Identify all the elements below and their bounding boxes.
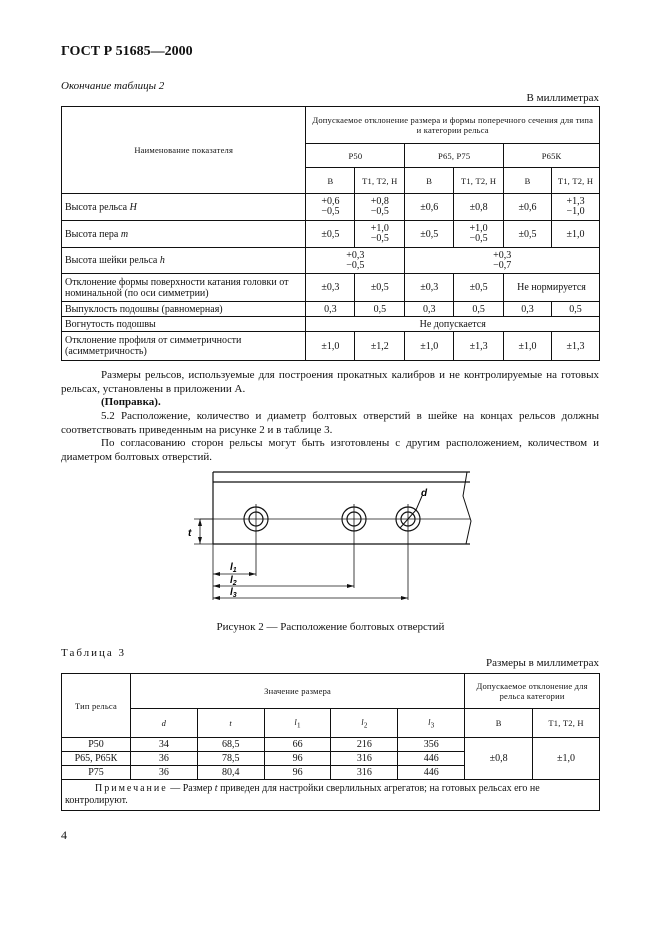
label-l1: $l_1$ bbox=[230, 562, 237, 574]
table3-title: Таблица 3 bbox=[61, 647, 127, 659]
paragraph-correction: (Поправка). bbox=[101, 396, 161, 408]
row-name: Высота шейки рельса h bbox=[62, 248, 306, 274]
paragraph: Размеры рельсов, используемые для построения прокатных калибров и не контролируемые на готовых рельсах, установлены в приложении А. bbox=[61, 369, 599, 395]
bolt-holes-figure bbox=[180, 466, 480, 606]
table-row: Р75 36 80,4 96 316 446 bbox=[62, 766, 600, 780]
type-header: Р65, Р75 bbox=[405, 144, 504, 168]
cat-header: Т1, Т2, Н bbox=[355, 168, 405, 194]
table3-units: Размеры в миллиметрах bbox=[486, 657, 599, 669]
page-number: 4 bbox=[61, 828, 67, 842]
table-row: Р50 34 68,5 66 216 356 ±0,8 ±1,0 bbox=[62, 738, 600, 752]
row-name: Высота пера m bbox=[62, 221, 306, 248]
cat-header: В bbox=[306, 168, 355, 194]
table-continuation-label: Окончание таблицы 2 bbox=[61, 80, 165, 92]
label-d: d bbox=[421, 488, 428, 499]
row-name: Вогнутость подошвы bbox=[62, 317, 306, 332]
table-row: Высота шейки рельса h +0,3 −0,5 +0,3 −0,7 bbox=[62, 248, 600, 274]
cat-header: Т1, Т2, Н bbox=[552, 168, 600, 194]
table-row: Отклонение профиля от симметричности (асимметричность) ±1,0 ±1,2 ±1,0 ±1,3 ±1,0 ±1,3 bbox=[62, 332, 600, 361]
figure-caption: Рисунок 2 — Расположение болтовых отверстий bbox=[216, 621, 445, 633]
table2-units: В миллиметрах bbox=[526, 92, 599, 104]
col-header-name: Наименование показателя bbox=[62, 107, 306, 194]
col-header-tolerance: Допускаемое отклонение для рельса категории bbox=[465, 674, 600, 709]
row-name: Отклонение формы поверхности катания головки от номинальной (по оси симметрии) bbox=[62, 274, 306, 302]
type-header: Р50 bbox=[306, 144, 405, 168]
row-name: Отклонение профиля от симметричности (асимметричность) bbox=[62, 332, 306, 361]
col-header-type: Тип рельса bbox=[62, 674, 131, 738]
row-name: Выпуклость подошвы (равномерная) bbox=[62, 302, 306, 317]
type-header: Р65К bbox=[504, 144, 600, 168]
label-t: t bbox=[188, 528, 192, 539]
paragraph: 5.2 Расположение, количество и диаметр болтовых отверстий в шейке на концах рельсов должны соответствовать приведенным на рисунке 2 и в таблице 3. bbox=[61, 410, 599, 436]
paragraph: По согласованию сторон рельсы могут быть изготовлены с другим расположением, количеством и диаметром болтовых отверстий. bbox=[61, 437, 599, 463]
row-name: Высота рельса H bbox=[62, 194, 306, 221]
table-row: Выпуклость подошвы (равномерная) 0,3 0,5 0,3 0,5 0,3 0,5 bbox=[62, 302, 600, 317]
table-row: Р65, Р65К 36 78,5 96 316 446 bbox=[62, 752, 600, 766]
table-3: Тип рельса Значение размера Допускаемое отклонение для рельса категории d t $l_1$ $l_2$ $l_3$ В Т1, Т2, Н Р50 34 68,5 66 216 356 ±0,8 ±1,0 Р65, Р65К 36 78,5 96 316 446 Р75 36 80,4 96 316 446 Примечание — Размер t приведен для настройки сверлильных агрегатов; на готовых рельсах его не контролируют. bbox=[61, 673, 600, 811]
label-l2: $l_2$ bbox=[230, 575, 237, 587]
cat-header: В bbox=[405, 168, 454, 194]
table-2 bbox=[61, 106, 600, 361]
cat-header: В bbox=[504, 168, 552, 194]
cat-header: Т1, Т2, Н bbox=[454, 168, 504, 194]
table-note: Примечание — Размер t приведен для настройки сверлильных агрегатов; на готовых рельсах его не контролируют. bbox=[62, 780, 600, 811]
label-l3: $l_3$ bbox=[230, 587, 237, 599]
table-row: Отклонение формы поверхности катания головки от номинальной (по оси симметрии) ±0,3 ±0,5 ±0,3 ±0,5 Не нормируется bbox=[62, 274, 600, 302]
table-row: Вогнутость подошвы Не допускается bbox=[62, 317, 600, 332]
document-id: ГОСТ Р 51685—2000 bbox=[61, 44, 193, 59]
table-row: Высота рельса H +0,6 −0,5 +0,8 −0,5 ±0,6 ±0,8 ±0,6 +1,3 −1,0 bbox=[62, 194, 600, 221]
table-row: Высота пера m ±0,5 +1,0 −0,5 ±0,5 +1,0 −0,5 ±0,5 ±1,0 bbox=[62, 221, 600, 248]
col-header-tolerance: Допускаемое отклонение размера и формы поперечного сечения для типа и категории рельса bbox=[306, 107, 600, 144]
col-header-value: Значение размера bbox=[130, 674, 464, 709]
